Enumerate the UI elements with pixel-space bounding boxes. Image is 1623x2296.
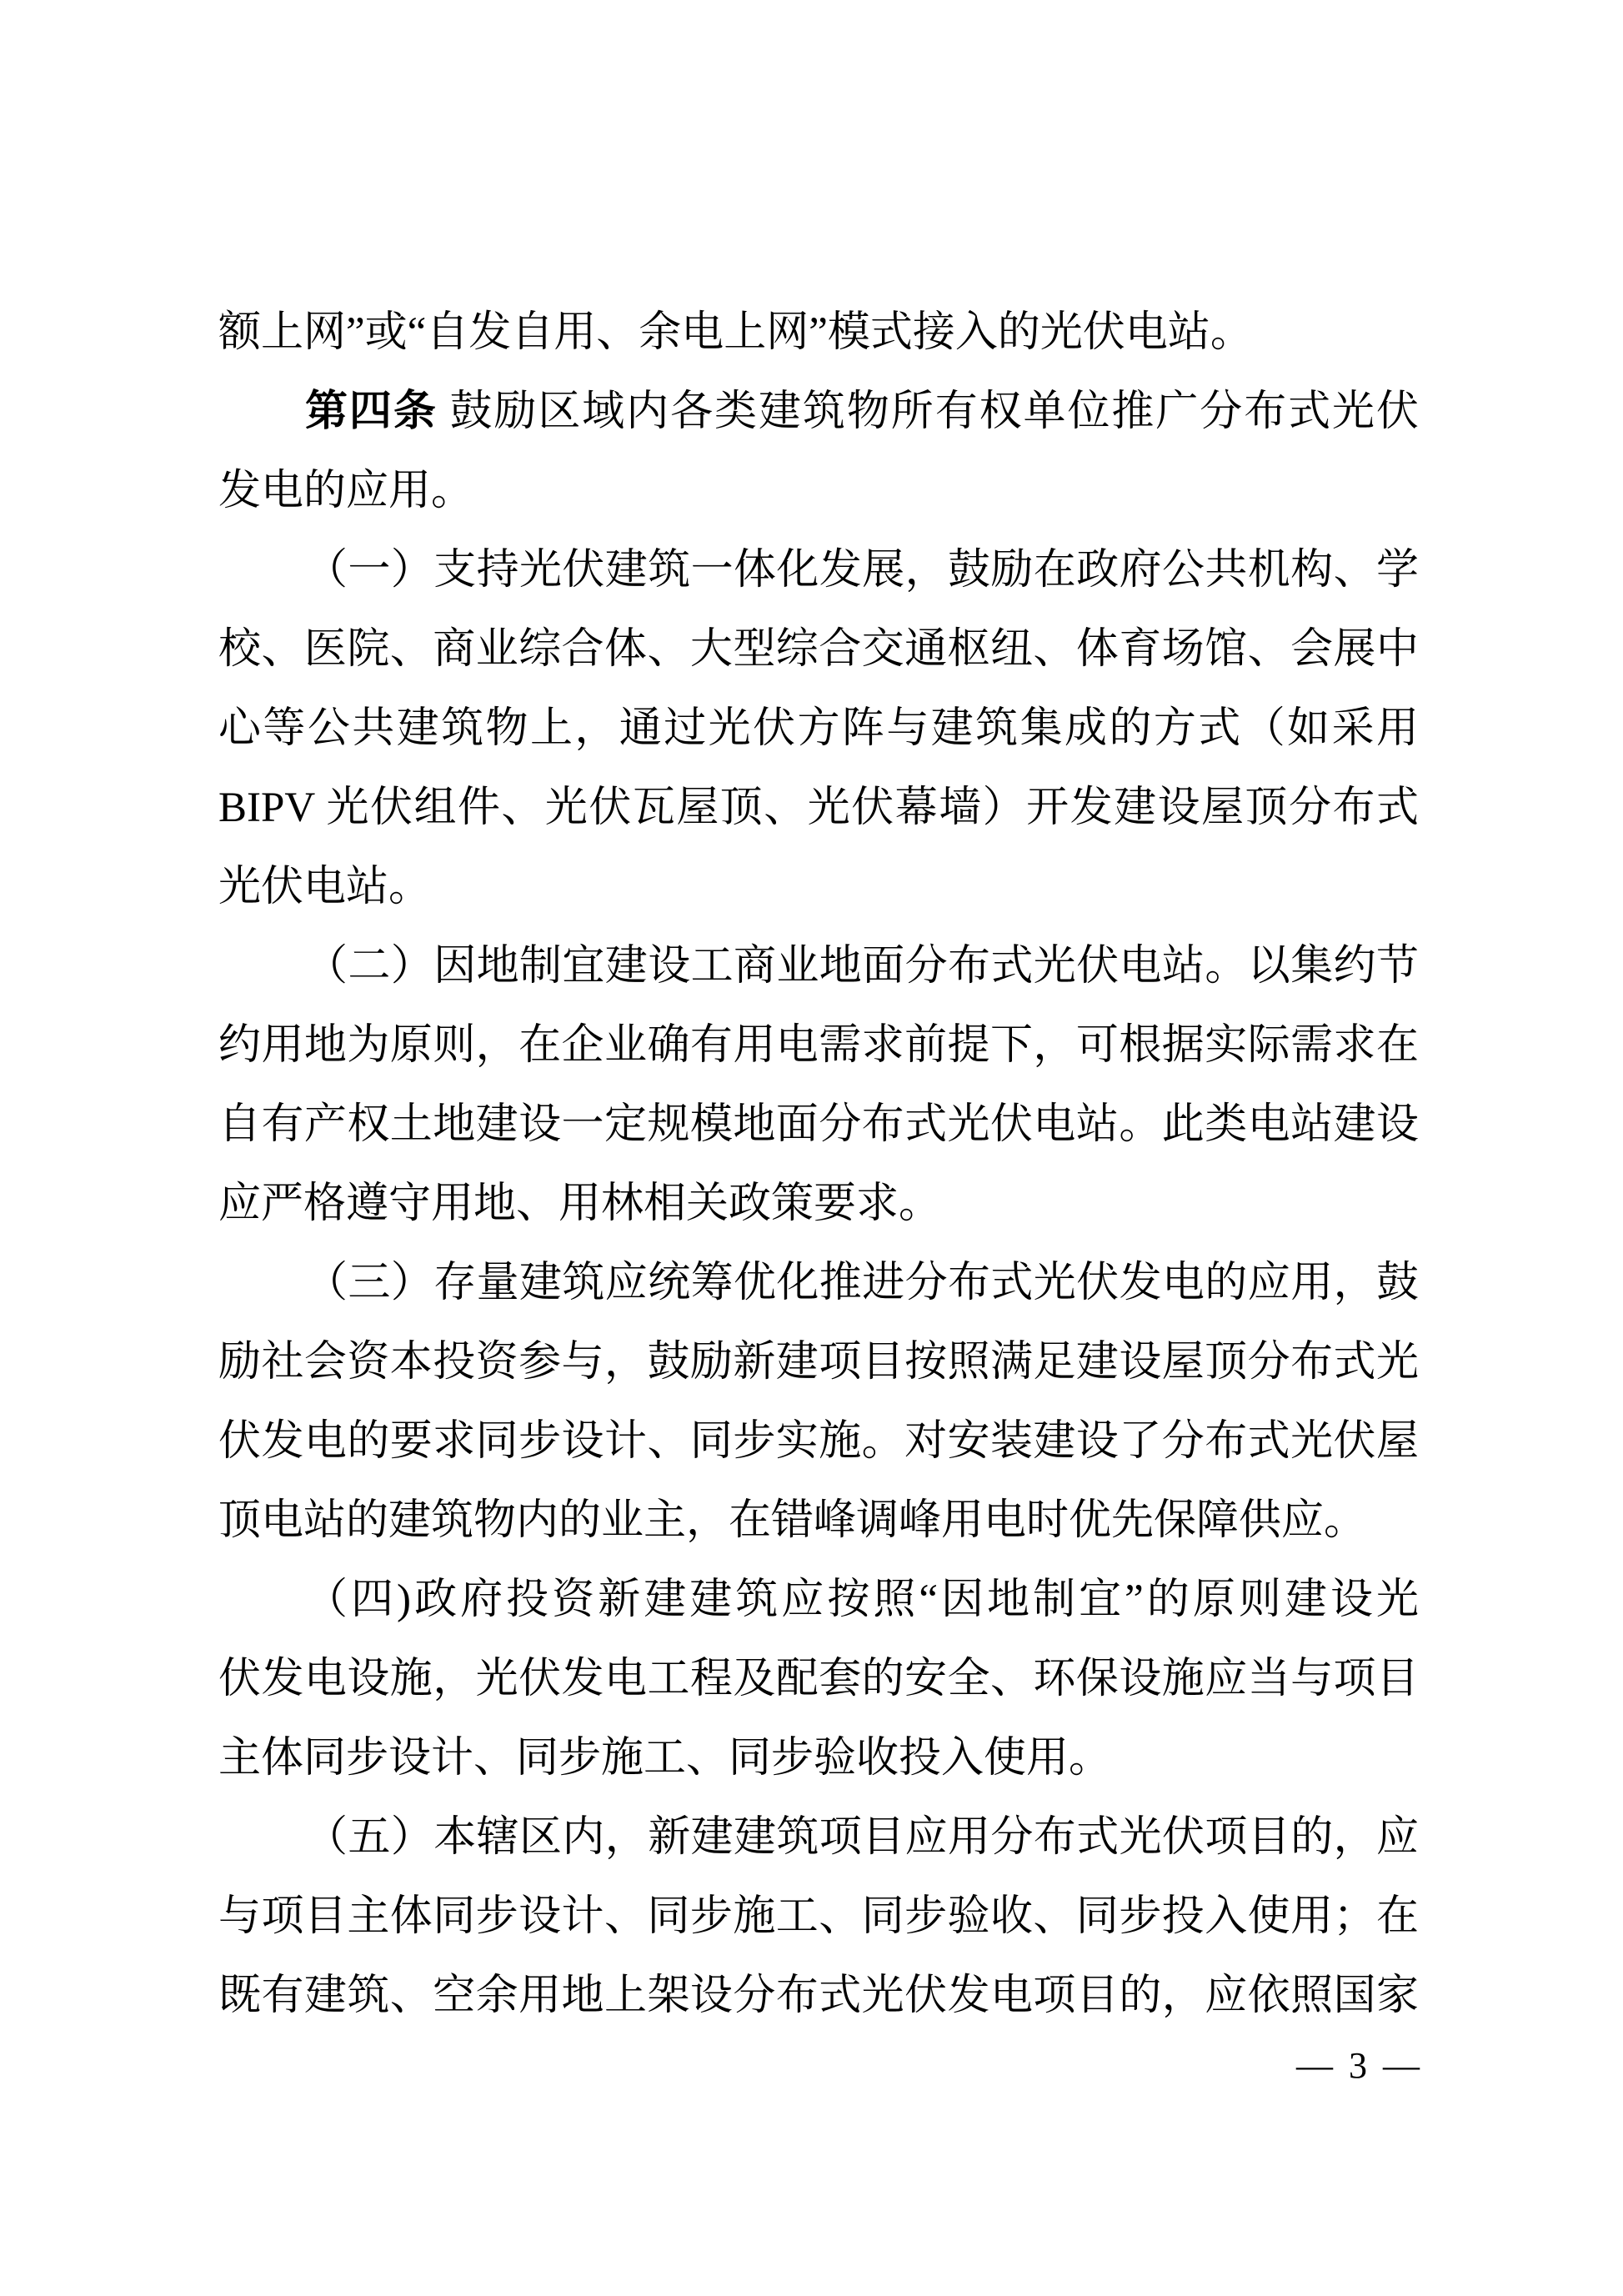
- text-line: 光伏电站。: [218, 864, 432, 910]
- text-line: （二）因地制宜建设工商业地面分布式光伏电站。以集约节: [305, 943, 1419, 990]
- text-line: 与项目主体同步设计、同步施工、同步验收、同步投入使用；在: [218, 1893, 1419, 1940]
- page-number: — 3 —: [1296, 2045, 1423, 2086]
- text-line: 自有产权土地建设一定规模地面分布式光伏电站。此类电站建设: [218, 1101, 1419, 1148]
- article-number: 第四条: [305, 389, 438, 435]
- text-line: 主体同步设计、同步施工、同步验收投入使用。: [218, 1735, 1112, 1782]
- text-line: 既有建筑、空余用地上架设分布式光伏发电项目的，应依照国家: [218, 1973, 1419, 2019]
- text-line: 额上网”或“自发自用、余电上网”模式接入的光伏电站。: [218, 309, 1253, 356]
- text-line: BIPV 光伏组件、光伏瓦屋顶、光伏幕墙）开发建设屋顶分布式: [218, 785, 1419, 831]
- text-line: 励社会资本投资参与，鼓励新建项目按照满足建设屋顶分布式光: [218, 1339, 1419, 1386]
- text-line: 第四条 鼓励区域内各类建筑物所有权单位推广分布式光伏: [305, 389, 1419, 435]
- text-line: （五）本辖区内，新建建筑项目应用分布式光伏项目的，应: [305, 1814, 1419, 1861]
- text-line: 校、医院、商业综合体、大型综合交通枢纽、体育场馆、会展中: [218, 626, 1419, 673]
- text-line: 发电的应用。: [218, 468, 474, 514]
- text-line: （三）存量建筑应统筹优化推进分布式光伏发电的应用，鼓: [305, 1260, 1419, 1306]
- text-line: 心等公共建筑物上，通过光伏方阵与建筑集成的方式（如采用: [218, 705, 1419, 752]
- text-line: 顶电站的建筑物内的业主，在错峰调峰用电时优先保障供应。: [218, 1497, 1367, 1544]
- text-line: 伏发电设施，光伏发电工程及配套的安全、环保设施应当与项目: [218, 1656, 1419, 1702]
- text-line: 伏发电的要求同步设计、同步实施。对安装建设了分布式光伏屋: [218, 1418, 1419, 1465]
- text-line: （四)政府投资新建建筑应按照“因地制宜”的原则建设光: [305, 1577, 1419, 1623]
- text-line: 应严格遵守用地、用林相关政策要求。: [218, 1181, 942, 1227]
- text-line: （一）支持光伏建筑一体化发展，鼓励在政府公共机构、学: [305, 547, 1419, 594]
- document-body: [218, 293, 1419, 2036]
- text-line: 约用地为原则，在企业确有用电需求前提下，可根据实际需求在: [218, 1022, 1419, 1069]
